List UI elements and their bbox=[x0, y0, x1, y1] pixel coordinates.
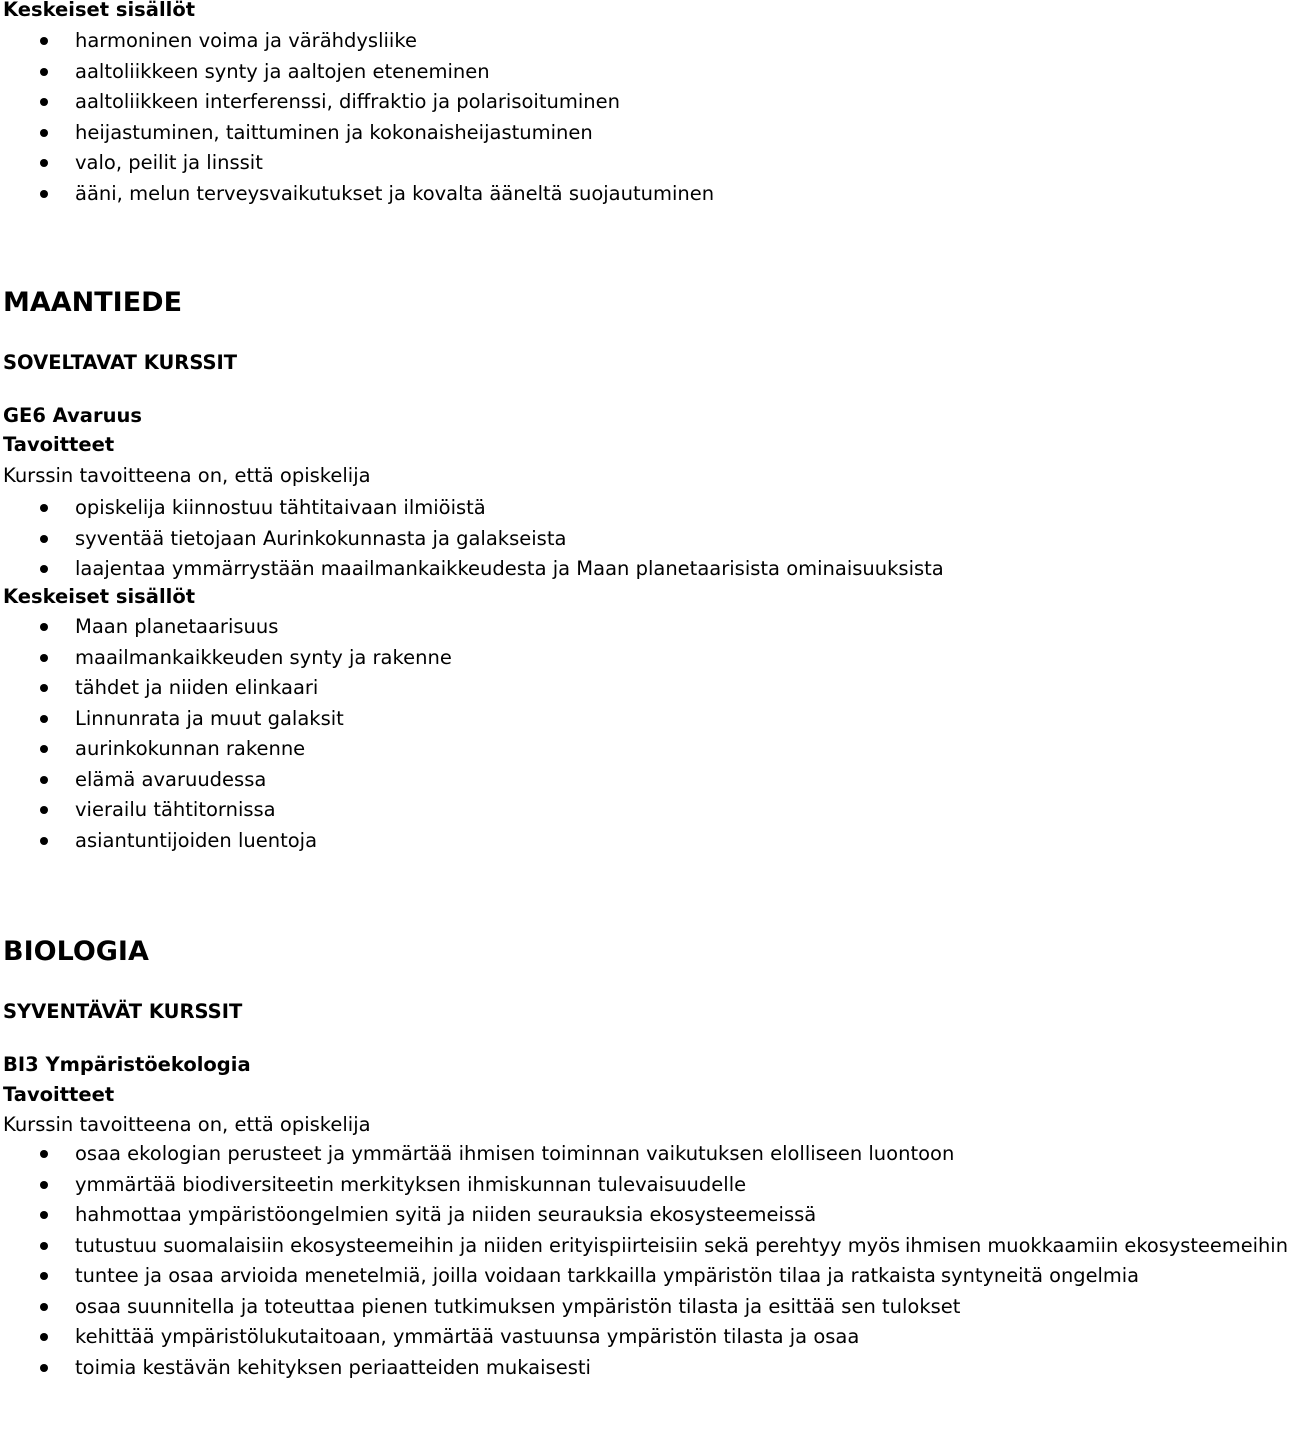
bullet-icon bbox=[40, 1303, 48, 1311]
contents-heading-1: Keskeiset sisällöt bbox=[3, 0, 196, 21]
bullet-icon bbox=[40, 837, 48, 845]
list-item: laajentaa ymmärrystään maailmankaikkeudesta ja Maan planetaarisista ominaisuuksista bbox=[0, 554, 960, 585]
goals-heading-bi3: Tavoitteet bbox=[3, 1083, 115, 1106]
list-item: toimia kestävän kehityksen periaatteiden mukaisesti bbox=[0, 1353, 960, 1384]
list-item: valo, peilit ja linssit bbox=[0, 148, 960, 179]
bullet-icon bbox=[40, 565, 48, 573]
list-item: ääni, melun terveysvaikutukset ja kovalta ääneltä suojautuminen bbox=[0, 179, 960, 210]
bullet-icon bbox=[40, 159, 48, 167]
goals-list-bi3 bbox=[0, 1139, 1289, 1383]
bullet-icon bbox=[40, 37, 48, 45]
subject-heading-maantiede: MAANTIEDE bbox=[3, 287, 183, 318]
bullet-icon bbox=[40, 504, 48, 512]
goals-heading: Tavoitteet bbox=[3, 433, 115, 456]
bullet-icon bbox=[40, 715, 48, 723]
bullet-icon bbox=[40, 1150, 48, 1158]
subject-heading-biologia: BIOLOGIA bbox=[3, 936, 149, 967]
contents-list-1 bbox=[0, 26, 960, 209]
list-item: aaltoliikkeen synty ja aaltojen eteneminen bbox=[0, 57, 960, 88]
list-item: opiskelija kiinnostuu tähtitaivaan ilmiöistä bbox=[0, 493, 960, 524]
list-item: tähdet ja niiden elinkaari bbox=[0, 673, 960, 704]
bullet-icon bbox=[40, 654, 48, 662]
bullet-icon bbox=[40, 684, 48, 692]
bullet-icon bbox=[40, 535, 48, 543]
bullet-icon bbox=[40, 745, 48, 753]
bullet-icon bbox=[40, 806, 48, 814]
bullet-icon bbox=[40, 1211, 48, 1219]
category-heading-soveltavat: SOVELTAVAT KURSSIT bbox=[3, 351, 238, 374]
bullet-icon bbox=[40, 129, 48, 137]
goals-list-ge6 bbox=[0, 493, 960, 585]
list-item: vierailu tähtitornissa bbox=[0, 795, 960, 826]
bullet-icon bbox=[40, 1242, 48, 1250]
list-item: osaa suunnitella ja toteuttaa pienen tutkimuksen ympäristön tilasta ja esittää sen tulokset bbox=[0, 1292, 960, 1323]
list-item: aaltoliikkeen interferenssi, diffraktio ja polarisoituminen bbox=[0, 87, 960, 118]
course-title-ge6: GE6 Avaruus bbox=[3, 404, 142, 427]
bullet-icon bbox=[40, 190, 48, 198]
bullet-icon bbox=[40, 1333, 48, 1341]
bullet-icon bbox=[40, 776, 48, 784]
list-item: heijastuminen, taittuminen ja kokonaisheijastuminen bbox=[0, 118, 960, 149]
list-item: syventää tietojaan Aurinkokunnasta ja galakseista bbox=[0, 524, 960, 555]
list-item: harmoninen voima ja värähdysliike bbox=[0, 26, 960, 57]
bullet-icon bbox=[40, 623, 48, 631]
list-item: maailmankaikkeuden synty ja rakenne bbox=[0, 643, 960, 674]
list-item: osaa ekologian perusteet ja ymmärtää ihmisen toiminnan vaikutuksen elolliseen luontoon bbox=[0, 1139, 960, 1170]
list-item: kehittää ympäristölukutaitoaan, ymmärtää vastuunsa ympäristön tilasta ja osaa bbox=[0, 1322, 960, 1353]
list-item: Maan planetaarisuus bbox=[0, 612, 960, 643]
course-title-bi3: BI3 Ympäristöekologia bbox=[3, 1053, 251, 1076]
category-heading-syventavat: SYVENTÄVÄT KURSSIT bbox=[3, 1000, 243, 1023]
goals-intro-bi3: Kurssin tavoitteena on, että opiskelija bbox=[3, 1113, 371, 1136]
bullet-icon bbox=[40, 98, 48, 106]
contents-heading-ge6: Keskeiset sisällöt bbox=[3, 585, 196, 608]
goals-intro: Kurssin tavoitteena on, että opiskelija bbox=[3, 464, 371, 487]
list-item: Linnunrata ja muut galaksit bbox=[0, 704, 960, 735]
contents-list-ge6 bbox=[0, 612, 960, 856]
list-item: hahmottaa ympäristöongelmien syitä ja niiden seurauksia ekosysteemeissä bbox=[0, 1200, 960, 1231]
list-item: aurinkokunnan rakenne bbox=[0, 734, 960, 765]
list-item: tutustuu suomalaisiin ekosysteemeihin ja niiden erityispiirteisiin sekä perehtyy myös ihmisen muokkaamiin ekosysteemeihin bbox=[0, 1231, 960, 1262]
list-item: ymmärtää biodiversiteetin merkityksen ihmiskunnan tulevaisuudelle bbox=[0, 1170, 960, 1201]
bullet-icon bbox=[40, 1364, 48, 1372]
list-item: elämä avaruudessa bbox=[0, 765, 960, 796]
list-item: tuntee ja osaa arvioida menetelmiä, joilla voidaan tarkkailla ympäristön tilaa ja ratkaista syntyneitä ongelmia bbox=[0, 1261, 960, 1292]
list-item: asiantuntijoiden luentoja bbox=[0, 826, 960, 857]
bullet-icon bbox=[40, 68, 48, 76]
bullet-icon bbox=[40, 1181, 48, 1189]
bullet-icon bbox=[40, 1272, 48, 1280]
